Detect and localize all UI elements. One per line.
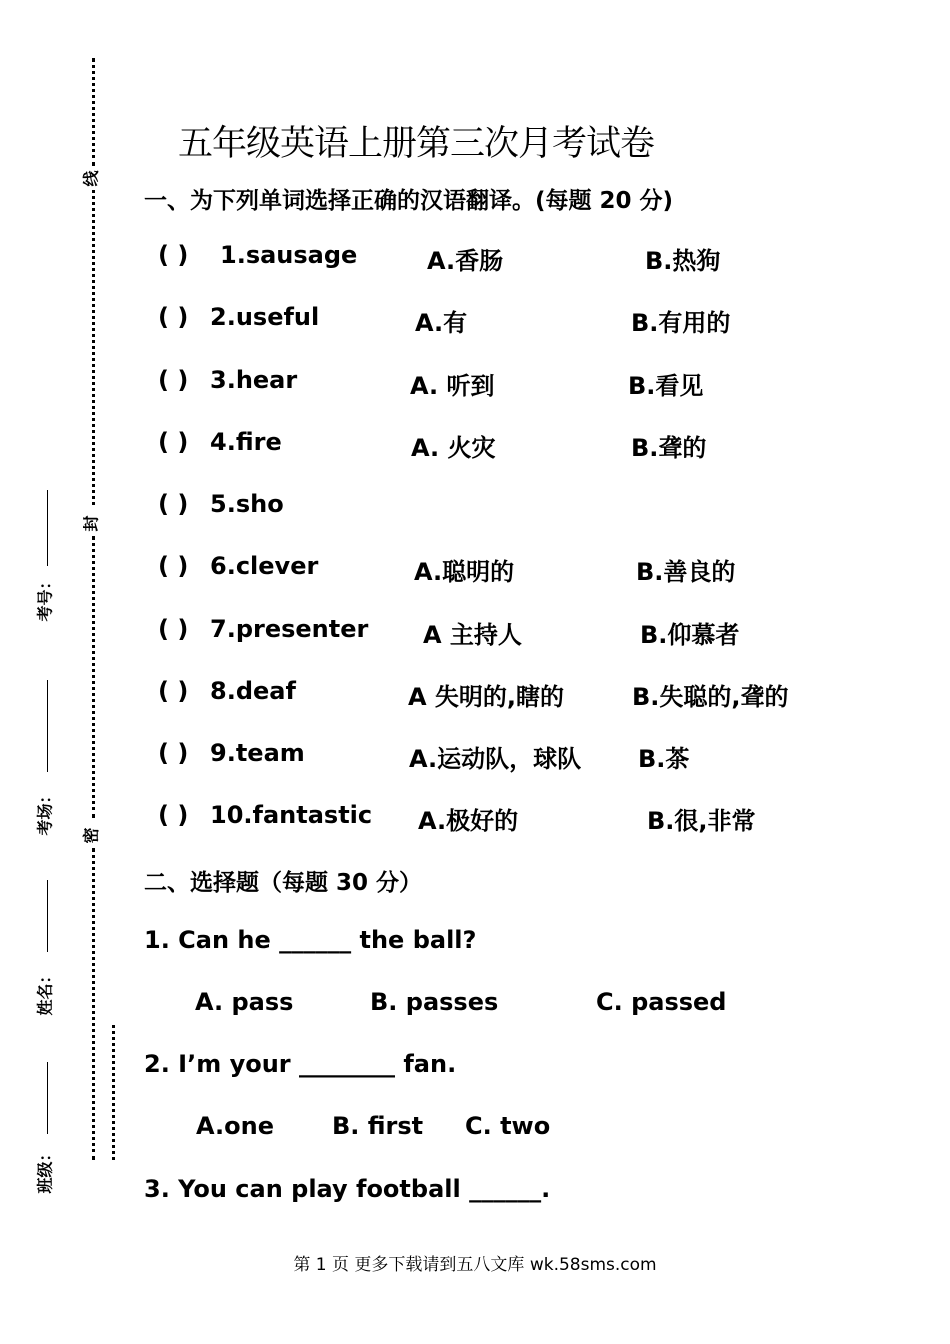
binding-dotted-line <box>112 1025 115 1160</box>
option-a: A.聪明的 <box>414 558 515 586</box>
vocab-word: 3.hear <box>210 366 298 394</box>
field-label-name: 姓名： <box>35 967 55 1016</box>
answer-bracket[interactable]: ( ) <box>158 490 189 518</box>
field-label-class: 班级： <box>35 1145 55 1194</box>
vocab-word: 9.team <box>210 739 305 767</box>
option-a: A.极好的 <box>418 807 519 835</box>
option-b: B.有用的 <box>631 309 731 337</box>
option-b: B.仰慕者 <box>640 621 740 649</box>
seal-mark-mi: 密 <box>81 827 101 844</box>
field-line <box>47 680 48 772</box>
question-stem: 2. I’m your ________ fan. <box>144 1050 457 1078</box>
choice-option: C. passed <box>596 988 727 1016</box>
answer-bracket[interactable]: ( ) <box>158 739 189 767</box>
binding-dotted-line <box>92 58 95 166</box>
page-footer: 第 1 页 更多下载请到五八文库 wk.58sms.com <box>293 1255 657 1275</box>
binding-dotted-line <box>92 536 95 818</box>
option-b: B.善良的 <box>636 558 736 586</box>
binding-dotted-line <box>92 190 95 505</box>
answer-bracket[interactable]: ( ) <box>158 552 189 580</box>
option-a: A 失明的,瞎的 <box>408 683 565 711</box>
answer-bracket[interactable]: ( ) <box>158 677 189 705</box>
vocab-word: 5.sho <box>210 490 284 518</box>
field-line <box>47 880 48 952</box>
field-label-exam-number: 考号： <box>35 573 55 622</box>
binding-dotted-line <box>92 848 95 1160</box>
option-a: A.运动队，球队 <box>409 745 582 773</box>
option-a: A. 听到 <box>410 372 495 400</box>
vocab-word: 8.deaf <box>210 677 296 705</box>
vocab-word: 10.fantastic <box>210 801 373 829</box>
option-a: A. 火灾 <box>411 434 496 462</box>
seal-mark-xian: 线 <box>81 170 101 187</box>
seal-mark-feng: 封 <box>81 515 101 532</box>
choice-option: A. pass <box>195 988 294 1016</box>
vocab-word: 6.clever <box>210 552 319 580</box>
question-stem: 3. You can play football ______. <box>144 1175 551 1203</box>
answer-bracket[interactable]: ( ) <box>158 801 189 829</box>
section2-heading: 二、选择题（每题 30 分） <box>144 870 423 896</box>
answer-bracket[interactable]: ( ) <box>158 303 189 331</box>
answer-bracket[interactable]: ( ) <box>158 241 189 269</box>
option-b: B.失聪的,聋的 <box>632 683 789 711</box>
choice-option: B. passes <box>370 988 499 1016</box>
answer-bracket[interactable]: ( ) <box>158 428 189 456</box>
option-b: B.热狗 <box>645 247 721 275</box>
vocab-word: 2.useful <box>210 303 320 331</box>
page-title: 五年级英语上册第三次月考试卷 <box>178 124 655 164</box>
section1-heading: 一、为下列单词选择正确的汉语翻译。(每题 20 分) <box>144 188 674 214</box>
choice-option: C. two <box>465 1112 551 1140</box>
option-b: B.茶 <box>638 745 690 773</box>
option-b: B.聋的 <box>631 434 707 462</box>
choice-option: B. first <box>332 1112 424 1140</box>
option-b: B.很,非常 <box>647 807 756 835</box>
vocab-word: 4.fire <box>210 428 282 456</box>
choice-option: A.one <box>196 1112 274 1140</box>
option-a: A.有 <box>415 309 468 337</box>
field-line <box>47 1062 48 1134</box>
answer-bracket[interactable]: ( ) <box>158 615 189 643</box>
option-a: A 主持人 <box>423 621 522 649</box>
vocab-word: 1.sausage <box>220 241 358 269</box>
answer-bracket[interactable]: ( ) <box>158 366 189 394</box>
field-label-exam-room: 考场： <box>35 787 55 836</box>
option-b: B.看见 <box>628 372 704 400</box>
question-stem: 1. Can he ______ the ball? <box>144 926 477 954</box>
field-line <box>47 490 48 566</box>
vocab-word: 7.presenter <box>210 615 369 643</box>
option-a: A.香肠 <box>427 247 504 275</box>
